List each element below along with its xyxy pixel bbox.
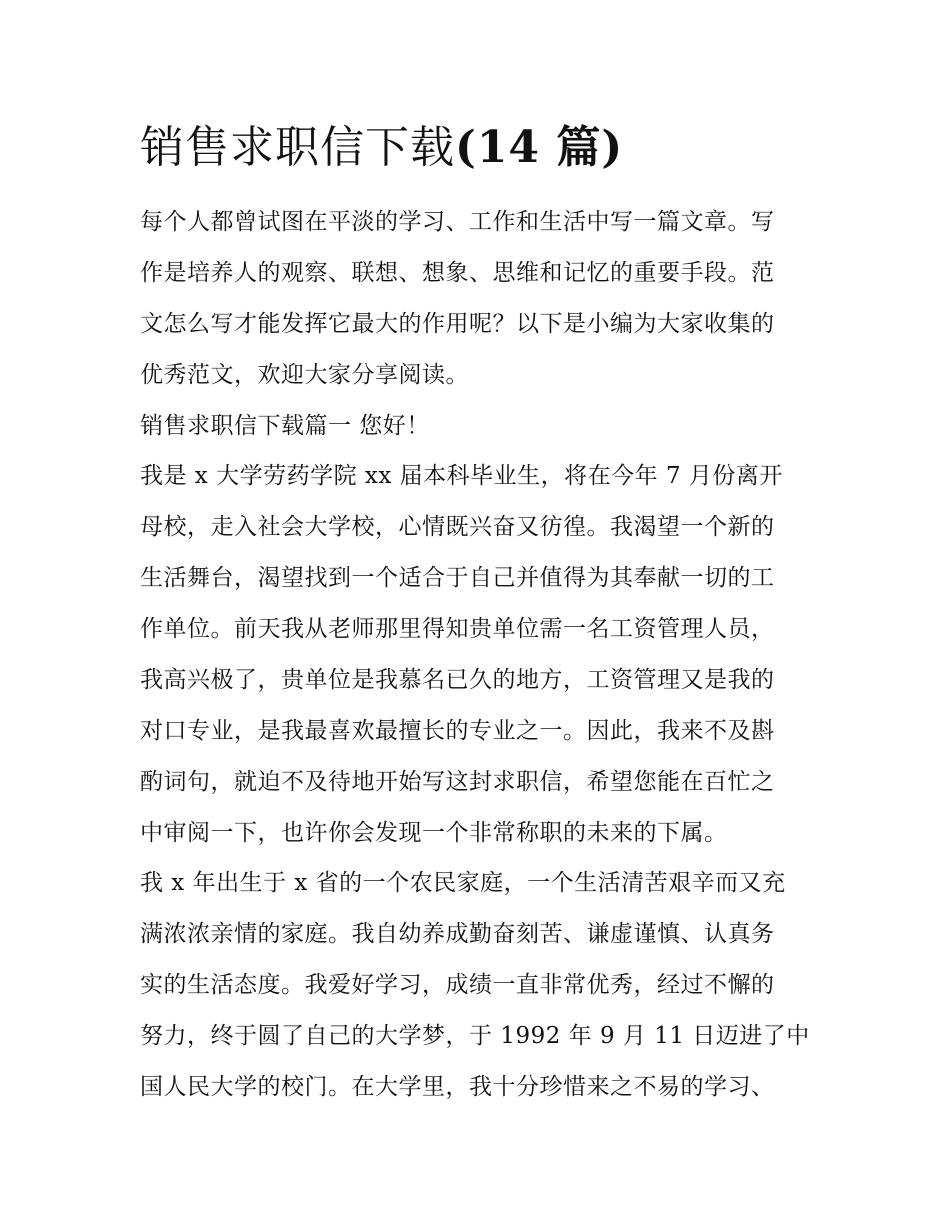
paragraph-line: 努力，终于圆了自己的大学梦，于 1992 年 9 月 11 日迈进了中 xyxy=(140,1023,810,1049)
paragraph-line: 作是培养人的观察、联想、想象、思维和记忆的重要手段。范 xyxy=(140,260,775,286)
paragraph-line: 我 x 年出生于 x 省的一个农民家庭，一个生活清苦艰辛而又充 xyxy=(140,870,786,896)
section-heading-line: 销售求职信下载篇一 您好！ xyxy=(140,413,430,439)
paragraph-line: 母校，走入社会大学校，心情既兴奋又彷徨。我渴望一个新的 xyxy=(140,514,775,540)
title-text: 销售求职信下载 xyxy=(140,122,455,173)
paragraph-line: 文怎么写才能发挥它最大的作用呢？以下是小编为大家收集的 xyxy=(140,311,775,337)
paragraph-line: 作单位。前天我从老师那里得知贵单位需一名工资管理人员， xyxy=(140,616,775,642)
paragraph-line: 满浓浓亲情的家庭。我自幼养成勤奋刻苦、谦虚谨慎、认真务 xyxy=(140,921,775,947)
paragraph-line: 中审阅一下，也许你会发现一个非常称职的未来的下属。 xyxy=(140,820,728,846)
paragraph-line: 我高兴极了，贵单位是我慕名已久的地方，工资管理又是我的 xyxy=(140,667,775,693)
document-title xyxy=(140,118,623,178)
paragraph-line: 每个人都曾试图在平淡的学习、工作和生活中写一篇文章。写 xyxy=(140,209,775,235)
paragraph-line: 实的生活态度。我爱好学习，成绩一直非常优秀，经过不懈的 xyxy=(140,972,775,998)
paragraph-line: 对口专业，是我最喜欢最擅长的专业之一。因此，我来不及斟 xyxy=(140,718,775,744)
paragraph-line: 生活舞台，渴望找到一个适合于自己并值得为其奉献一切的工 xyxy=(140,565,775,591)
paragraph-line: 我是 x 大学劳药学院 xx 届本科毕业生，将在今年 7 月份离开 xyxy=(140,463,783,489)
paragraph-line: 酌词句，就迫不及待地开始写这封求职信，希望您能在百忙之 xyxy=(140,769,775,795)
paragraph-line: 国人民大学的校门。在大学里，我十分珍惜来之不易的学习、 xyxy=(140,1074,775,1100)
title-count: (14 篇) xyxy=(455,122,624,173)
paragraph-line: 优秀范文，欢迎大家分享阅读。 xyxy=(140,362,469,388)
